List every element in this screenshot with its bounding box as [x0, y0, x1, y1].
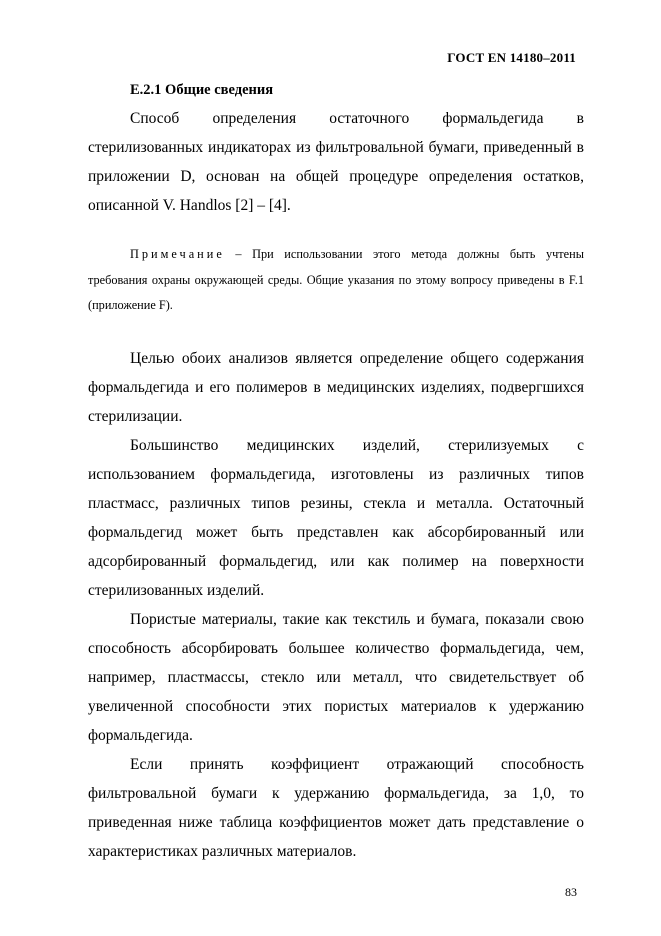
paragraph-porous-materials: Пористые материалы, такие как текстиль и бумага, показали свою способность абсорбировать большее количество формальдегида, чем, например, пластмассы, стекло или металл, что свидетельствует об увеличенной способности этих пористых материалов к удержанию формальдегида. — [88, 610, 584, 744]
document-body — [88, 76, 584, 866]
paragraph-analysis-goal: Целью обоих анализов является определение общего содержания формальдегида и его полимеров в медицинских изделиях, подвергшихся стерилизации. — [88, 349, 584, 425]
paragraph-coefficient: Если принять коэффициент отражающий способность фильтровальной бумаги к удержанию формальдегида, за 1,0, то приведенная ниже таблица коэффициентов может дать представление о характеристиках различных материалов. — [88, 755, 584, 860]
paragraph-method-description: Способ определения остаточного формальдегида в стерилизованных индикаторах из фильтровальной бумаги, приведенный в приложении D, основан на общей процедуре определения остатков, описанной V. Handlos [2] – [4]. — [88, 110, 584, 214]
standard-code-header: ГОСТ EN 14180–2011 — [447, 50, 576, 65]
paragraph-materials: Большинство медицинских изделий, стерилизуемых с использованием формальдегида, изготовлены из различных типов пластмасс, различных типов резины, стекла и металла. Остаточный формальдегид может быть представлен как абсорбированный или адсорбированный формальдегид, или как полимер на поверхности стерилизованных изделий. — [88, 436, 584, 599]
note-label: Примечание — [130, 247, 225, 261]
page-number: 83 — [565, 885, 577, 899]
section-heading: E.2.1 Общие сведения — [130, 82, 274, 98]
note-text: – При использовании этого метода должны быть учтены требования охраны окружающей среды. Общие указания по этому вопросу приведены в F.1 (приложение F). — [88, 247, 584, 312]
note-block — [88, 242, 584, 319]
